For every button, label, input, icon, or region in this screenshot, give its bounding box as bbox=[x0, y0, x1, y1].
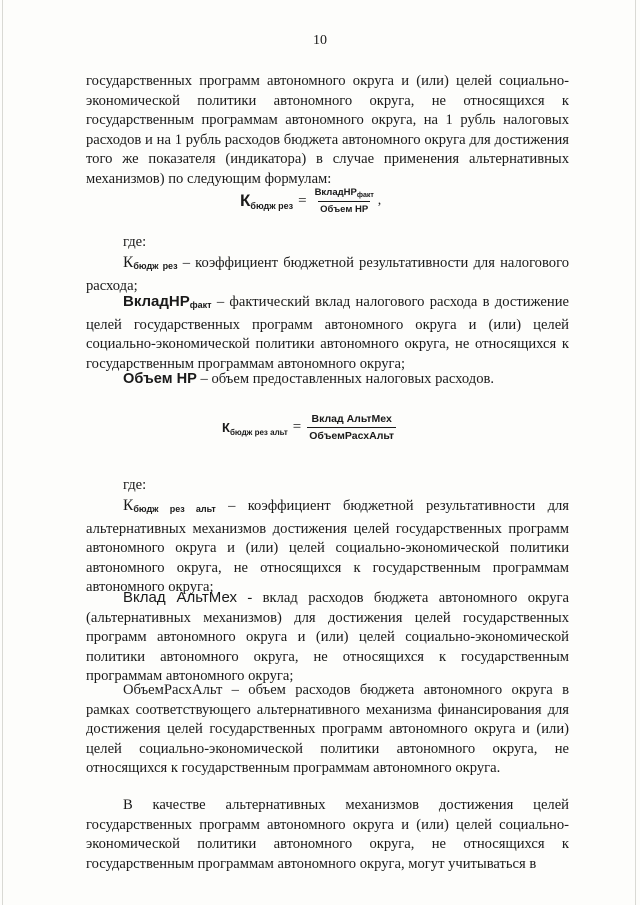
definition-vklad-nr: ВкладНР$_{факт}$ – фактический вклад налогового расхода в достижение целей государственных программ автономного округа и (или) целей социально-экономической политики автономного округа, не относящихся к государственным программам автономного округа; bbox=[86, 293, 569, 372]
page-number: 10 bbox=[313, 33, 327, 48]
formula1-equals: = bbox=[298, 192, 307, 209]
scan-edge-right bbox=[635, 0, 636, 905]
formula1-denominator: Объем НР bbox=[318, 201, 370, 215]
definition-k-budget-alt: $К_{бюдж рез альт}$ – коэффициент бюджетной результативности для альтернативных механизмов достижения целей государственных программ автономного округа и (или) целей социально-экономической политики автономного округа, не относящихся к государственным программам автономного округа; bbox=[86, 497, 569, 595]
formula1-numerator: ВкладНР$_{факт}$ bbox=[314, 187, 374, 199]
definition-k-budget: $К_{бюдж рез}$ – коэффициент бюджетной результативности для налогового расхода; bbox=[86, 254, 569, 294]
formula1-lhs: Кбюдж рез bbox=[240, 191, 294, 211]
formula-budget-effectiveness bbox=[240, 187, 381, 215]
definition-vklad-altmeh: Вклад АльтМех - вклад расходов бюджета автономного округа (альтернативных механизмов) для достижения целей государственных программ автономного округа и (или) целей социально-экономической политики автономного округа, не относящихся к государственным программам автономного округа; bbox=[86, 589, 569, 684]
definition-obem-nr: Объем НР – объем предоставленных налоговых расходов. bbox=[123, 371, 495, 387]
formula2-fraction bbox=[307, 413, 396, 442]
intro-paragraph: государственных программ автономного округа и (или) целей социально-экономической политики автономного округа, не относящихся к государственным программам автономного округа, на 1 рубль налоговых расходов и на 1 рубль расходов бюджета автономного округа для достижения того же показателя (индикатора) в случае применения альтернативных механизмов) по следующим формулам: bbox=[86, 73, 569, 187]
formula2-denominator: ОбъемРасхАльт bbox=[307, 427, 396, 442]
formula-alt-effectiveness bbox=[222, 413, 396, 442]
definition-obem-rashalt: ОбъемРасхАльт – объем расходов бюджета автономного округа в рамках соответствующего альтернативного механизма финансирования для достижения целей государственных программ автономного округа и (или) целей социально-экономической политики автономного округа, не относящихся к государственным программам автономного округа. bbox=[86, 682, 569, 776]
where-label-2: где: bbox=[123, 477, 147, 493]
formula2-equals: = bbox=[292, 419, 302, 435]
formula2-numerator: Вклад АльтМех bbox=[311, 413, 392, 425]
final-paragraph: В качестве альтернативных механизмов достижения целей государственных программ автономного округа и (или) целей социально-экономической политики автономного округа, не относящихся к государственным программам автономного округа, могут учитываться в bbox=[86, 797, 569, 872]
formula1-comma: , bbox=[377, 193, 382, 208]
scan-edge-left bbox=[2, 0, 3, 905]
where-label-1: где: bbox=[123, 234, 147, 250]
formula1-fraction bbox=[313, 187, 376, 215]
formula2-lhs: Кбюдж рез альт bbox=[222, 419, 288, 437]
